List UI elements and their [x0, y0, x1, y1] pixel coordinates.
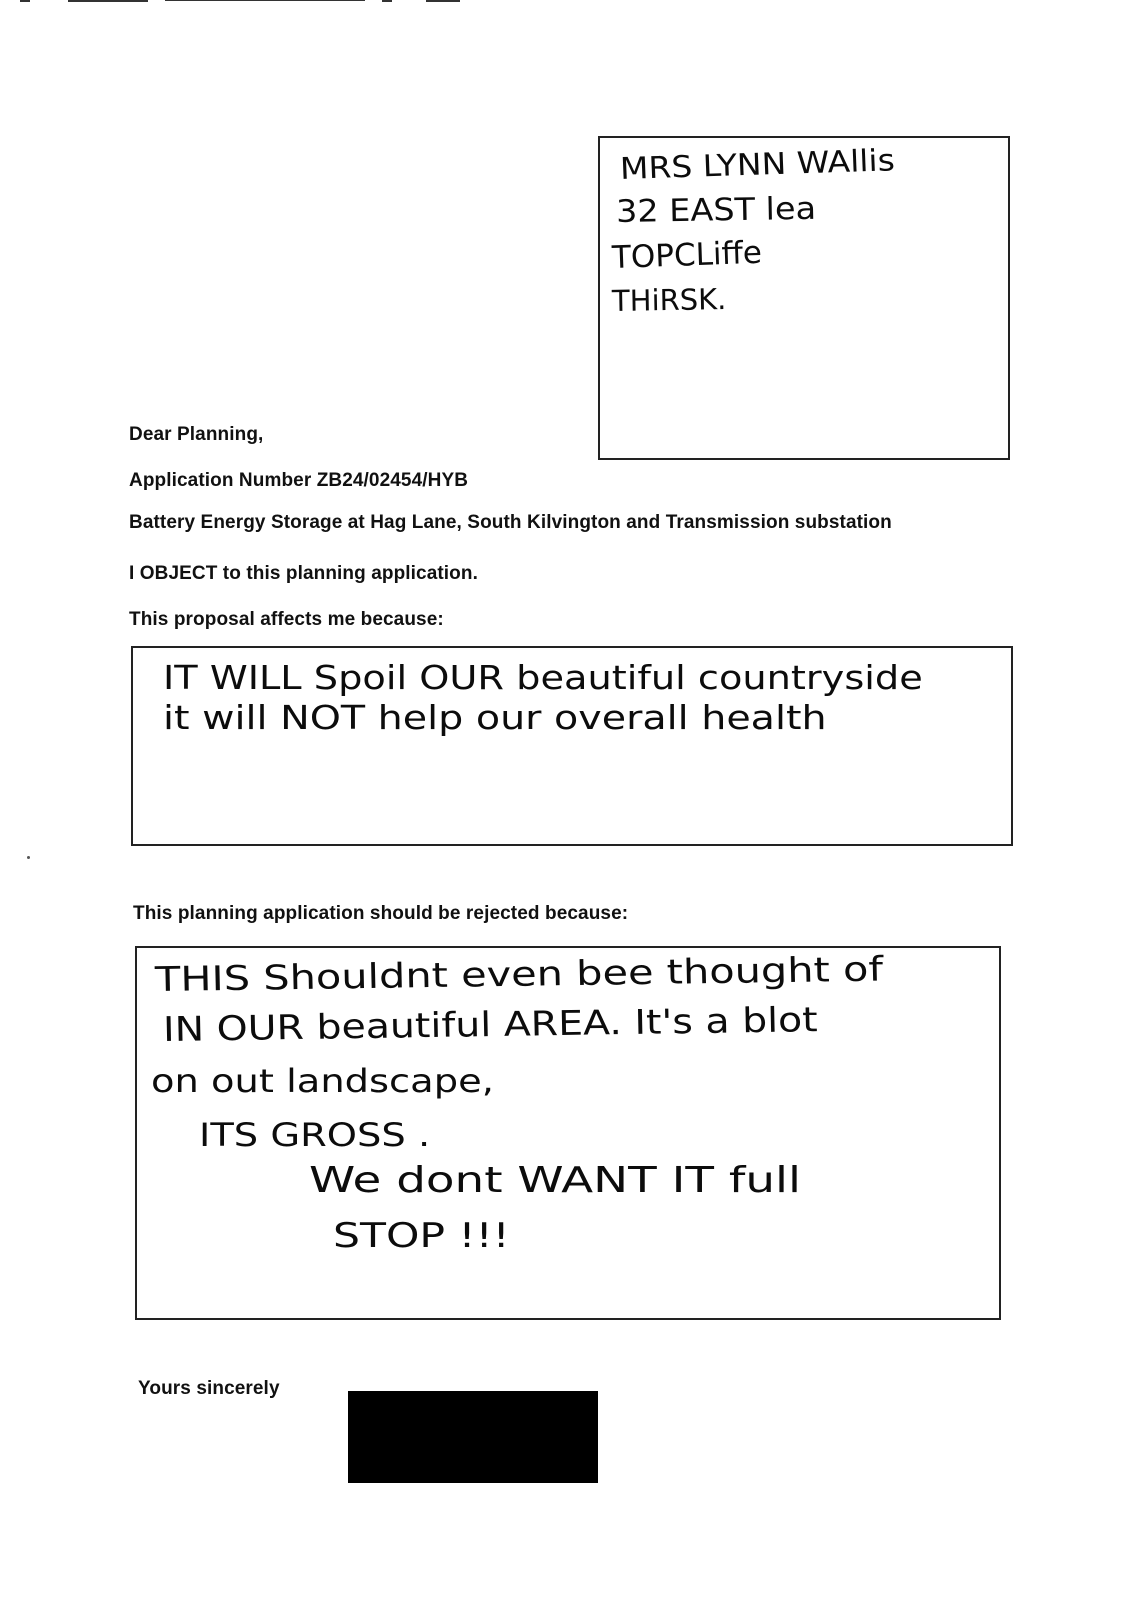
affects-line: IT WILL Spoil OUR beautiful countryside: [163, 658, 923, 697]
scan-speck: [27, 856, 30, 859]
affects-box: [131, 646, 1013, 846]
scan-artifact-line: [382, 0, 392, 2]
rejected-line: IN OUR beautiful AREA. It's a blot: [162, 1000, 819, 1050]
address-line-name: MRS LYNN WAllis: [619, 143, 896, 187]
address-line-town: THiRSK.: [611, 282, 727, 318]
rejected-line: STOP !!!: [333, 1216, 510, 1256]
application-number: Application Number ZB24/02454/HYB: [129, 470, 469, 491]
rejected-line: ITS GROSS .: [199, 1116, 431, 1154]
scan-artifact-line: [68, 0, 148, 2]
rejected-heading: This planning application should be rejected because:: [133, 903, 629, 924]
scan-artifact-line: [165, 0, 365, 1]
rejected-box: [135, 946, 1001, 1320]
address-line-village: TOPCLiffe: [611, 234, 763, 276]
rejected-line: on out landscape,: [151, 1062, 494, 1100]
closing: Yours sincerely: [138, 1378, 280, 1399]
address-line-street: 32 EAST lea: [615, 190, 817, 230]
affects-line: it will NOT help our overall health: [163, 698, 827, 737]
address-box: [598, 136, 1010, 460]
rejected-line: THIS Shouldnt even bee thought of: [154, 949, 884, 1000]
objection-statement: I OBJECT to this planning application.: [129, 563, 478, 584]
affects-heading: This proposal affects me because:: [129, 609, 444, 630]
project-description: Battery Energy Storage at Hag Lane, South Kilvington and Transmission substation: [129, 512, 892, 533]
scan-artifact-line: [426, 0, 460, 2]
rejected-line: We dont WANT IT full: [309, 1160, 802, 1201]
scan-artifact-line: [20, 0, 30, 2]
signature-redaction: [348, 1391, 598, 1483]
salutation: Dear Planning,: [129, 424, 264, 445]
